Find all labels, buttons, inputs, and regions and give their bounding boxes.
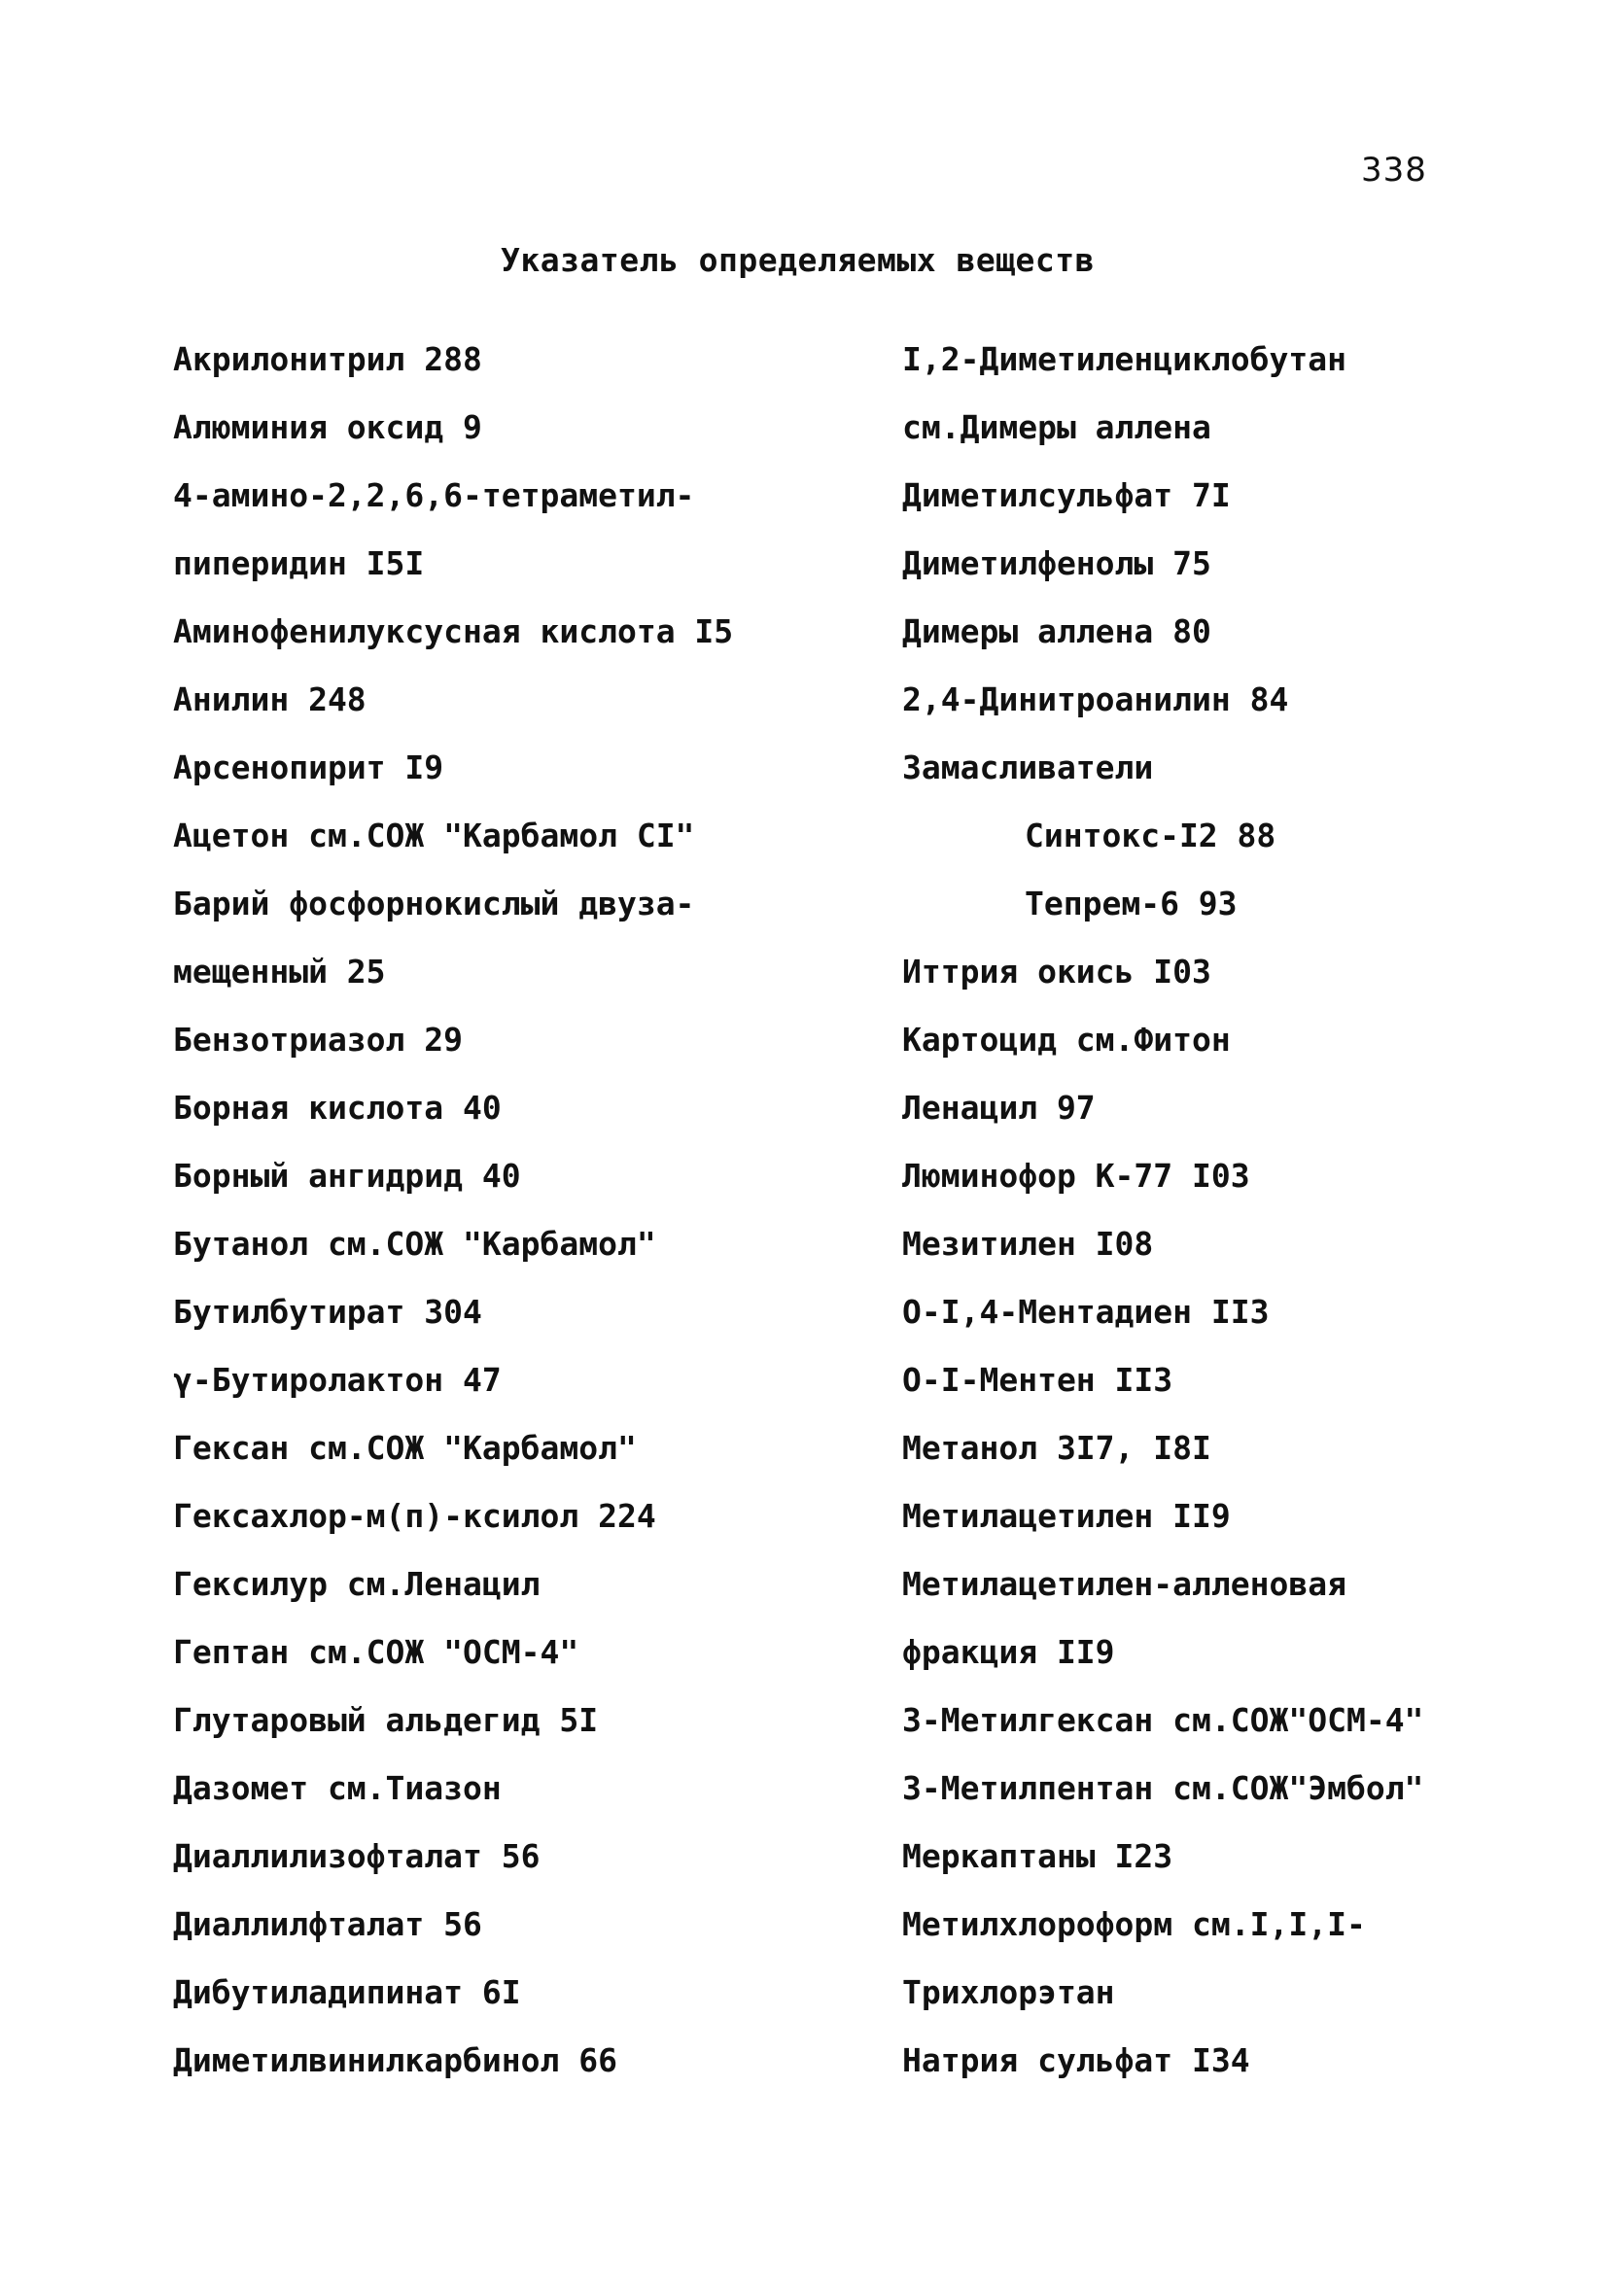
index-entry: фракция II9 bbox=[902, 1633, 1115, 1671]
index-entry: Глутаровый альдегид 5I bbox=[173, 1701, 599, 1739]
index-entry: Димеры аллена 80 bbox=[902, 612, 1211, 650]
index-entry: Картоцид см.Фитон bbox=[902, 1021, 1231, 1059]
index-entry: О-I-Ментен II3 bbox=[902, 1361, 1173, 1399]
index-entry: γ-Бутиролактон 47 bbox=[173, 1361, 502, 1399]
index-entry: Гексан см.СОЖ "Карбамол" bbox=[173, 1429, 637, 1467]
index-entry: Дазомет см.Тиазон bbox=[173, 1769, 502, 1807]
index-entry: мещенный 25 bbox=[173, 953, 386, 991]
index-entry: Акрилонитрил 288 bbox=[173, 340, 482, 378]
index-left-column bbox=[173, 338, 733, 2107]
page-number: 338 bbox=[1361, 151, 1427, 190]
index-entry: Гептан см.СОЖ "ОСМ-4" bbox=[173, 1633, 579, 1671]
index-entry: Замасливатели bbox=[902, 748, 1154, 786]
index-entry: Люминофор К-77 I03 bbox=[902, 1157, 1250, 1195]
index-entry: Диаллилфталат 56 bbox=[173, 1905, 482, 1943]
index-entry: Синтокс-I2 88 bbox=[1025, 817, 1276, 854]
index-entry: Алюминия оксид 9 bbox=[173, 408, 482, 446]
index-entry: Ацетон см.СОЖ "Карбамол CI" bbox=[173, 817, 695, 854]
index-entry: Метилхлороформ см.I,I,I- bbox=[902, 1905, 1366, 1943]
index-entry: Натрия сульфат I34 bbox=[902, 2041, 1250, 2079]
index-entry: см.Димеры аллена bbox=[902, 408, 1211, 446]
index-entry: Барий фосфорнокислый двуза- bbox=[173, 885, 695, 922]
index-entry: Борный ангидрид 40 bbox=[173, 1157, 521, 1195]
index-entry: Тепрем-6 93 bbox=[1025, 885, 1238, 922]
index-entry: Анилин 248 bbox=[173, 680, 367, 718]
index-entry: Аминофенилуксусная кислота I5 bbox=[173, 612, 734, 650]
index-entry: Метилацетилен II9 bbox=[902, 1497, 1231, 1535]
index-entry: Бензотриазол 29 bbox=[173, 1021, 464, 1059]
index-entry: Бутанол см.СОЖ "Карбамол" bbox=[173, 1225, 656, 1263]
index-entry: Трихлорэтан bbox=[902, 1973, 1115, 2011]
index-entry: Диметилсульфат 7I bbox=[902, 476, 1231, 514]
index-entry: Диметилфенолы 75 bbox=[902, 544, 1211, 582]
index-entry: Борная кислота 40 bbox=[173, 1089, 502, 1127]
index-entry: Арсенопирит I9 bbox=[173, 748, 444, 786]
index-entry: Иттрия окись I03 bbox=[902, 953, 1211, 991]
index-entry: Гексахлор-м(п)-ксилол 224 bbox=[173, 1497, 656, 1535]
index-entry: 2,4-Динитроанилин 84 bbox=[902, 680, 1289, 718]
index-right-column bbox=[902, 338, 1423, 2107]
index-entry: пиперидин I5I bbox=[173, 544, 425, 582]
index-entry: Бутилбутират 304 bbox=[173, 1293, 482, 1331]
index-entry: Дибутиладипинат 6I bbox=[173, 1973, 521, 2011]
index-entry: Гексилур см.Ленацил bbox=[173, 1565, 541, 1603]
index-entry: Ленацил 97 bbox=[902, 1089, 1096, 1127]
index-entry: О-I,4-Ментадиен II3 bbox=[902, 1293, 1270, 1331]
index-entry: 3-Метилпентан см.СОЖ"Эмбол" bbox=[902, 1769, 1424, 1807]
index-entry: Метилацетилен-алленовая bbox=[902, 1565, 1346, 1603]
index-entry: 3-Метилгексан см.СОЖ"ОСМ-4" bbox=[902, 1701, 1424, 1739]
index-entry: Диметилвинилкарбинол 66 bbox=[173, 2041, 617, 2079]
page-title: Указатель определяемых веществ bbox=[501, 241, 1096, 279]
index-entry: Диаллилизофталат 56 bbox=[173, 1837, 541, 1875]
index-entry: 4-амино-2,2,6,6-тетраметил- bbox=[173, 476, 695, 514]
index-entry: Метанол 3I7, I8I bbox=[902, 1429, 1211, 1467]
index-entry: Мезитилен I08 bbox=[902, 1225, 1154, 1263]
index-entry: I,2-Диметиленциклобутан bbox=[902, 340, 1346, 378]
index-entry: Меркаптаны I23 bbox=[902, 1837, 1173, 1875]
